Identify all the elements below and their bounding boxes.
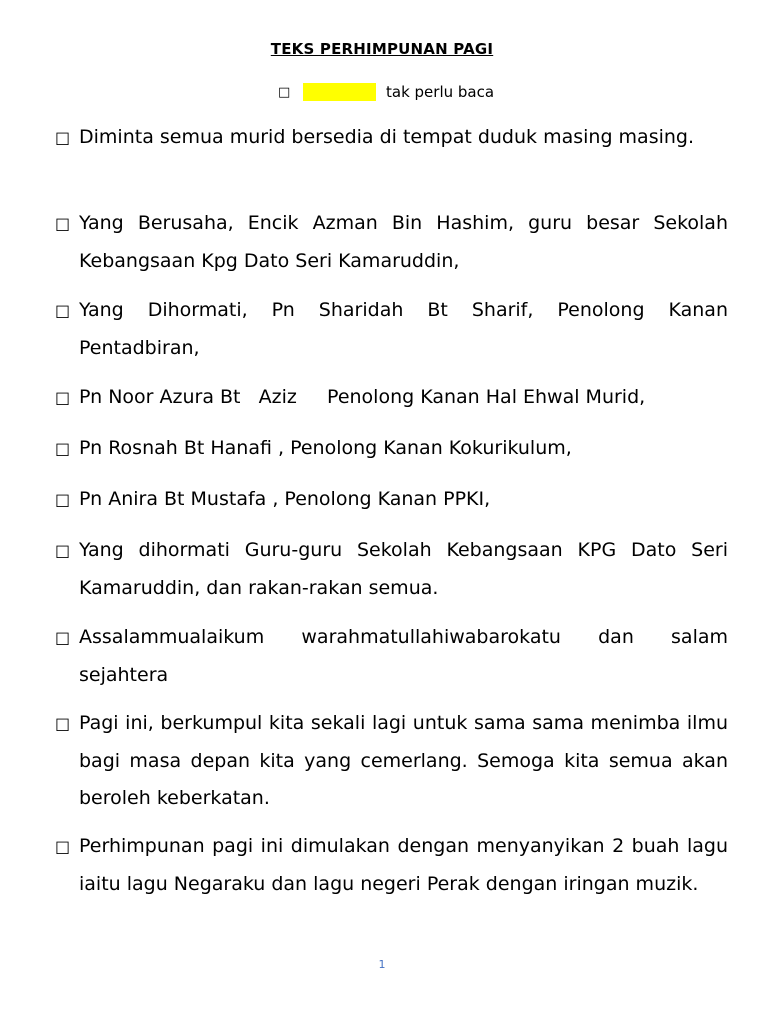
- item-text: Pn Rosnah Bt Hanafi , Penolong Kanan Kokurikulum,: [79, 437, 572, 459]
- list-item: [55, 481, 728, 519]
- item-bullet: □: [55, 628, 71, 647]
- item-bullet: □: [55, 388, 71, 407]
- legend-highlight-swatch: [303, 83, 376, 101]
- list-item: [55, 379, 728, 417]
- item-text: Pagi ini, berkumpul kita sekali lagi untuk sama sama menimba ilmu bagi masa depan kita yang cemerlang. Semoga kita semua akan beroleh keberkatan.: [79, 712, 728, 809]
- legend-label: tak perlu baca: [386, 83, 495, 101]
- item-bullet: □: [55, 301, 71, 320]
- item-text: Yang dihormati Guru-guru Sekolah Kebangsaan KPG Dato Seri Kamaruddin, dan rakan-rakan semua.: [79, 539, 728, 599]
- legend: [278, 82, 494, 102]
- item-text: Diminta semua murid bersedia di tempat duduk masing masing.: [79, 126, 695, 148]
- item-text: Yang Dihormati, Pn Sharidah Bt Sharif, Penolong Kanan Pentadbiran,: [79, 299, 728, 359]
- item-text: Pn Noor Azura Bt Aziz Penolong Kanan Hal Ehwal Murid,: [79, 386, 646, 408]
- item-text: Pn Anira Bt Mustafa , Penolong Kanan PPKI,: [79, 488, 491, 510]
- list-item: [55, 119, 728, 157]
- item-bullet: □: [55, 490, 71, 509]
- page-number: 1: [378, 958, 386, 971]
- list-item: [55, 205, 728, 280]
- list-item: [55, 705, 728, 818]
- list-item: [55, 292, 728, 367]
- legend-bullet: □: [278, 84, 291, 100]
- item-bullet: □: [55, 714, 71, 733]
- list-item: [55, 619, 728, 694]
- document-title: TEKS PERHIMPUNAN PAGI: [270, 40, 494, 58]
- list-item: [55, 532, 728, 607]
- item-bullet: □: [55, 541, 71, 560]
- item-bullet: □: [55, 439, 71, 458]
- list-item: [55, 430, 728, 468]
- item-bullet: □: [55, 128, 71, 147]
- item-text: Assalammualaikum warahmatullahiwabarokatu dan salam sejahtera: [79, 626, 728, 686]
- item-bullet: □: [55, 837, 71, 856]
- item-text: Perhimpunan pagi ini dimulakan dengan menyanyikan 2 buah lagu iaitu lagu Negaraku dan lagu negeri Perak dengan iringan muzik.: [79, 835, 728, 895]
- list-item: [55, 828, 728, 903]
- item-text: Yang Berusaha, Encik Azman Bin Hashim, guru besar Sekolah Kebangsaan Kpg Dato Seri Kamaruddin,: [79, 212, 728, 272]
- item-bullet: □: [55, 214, 71, 233]
